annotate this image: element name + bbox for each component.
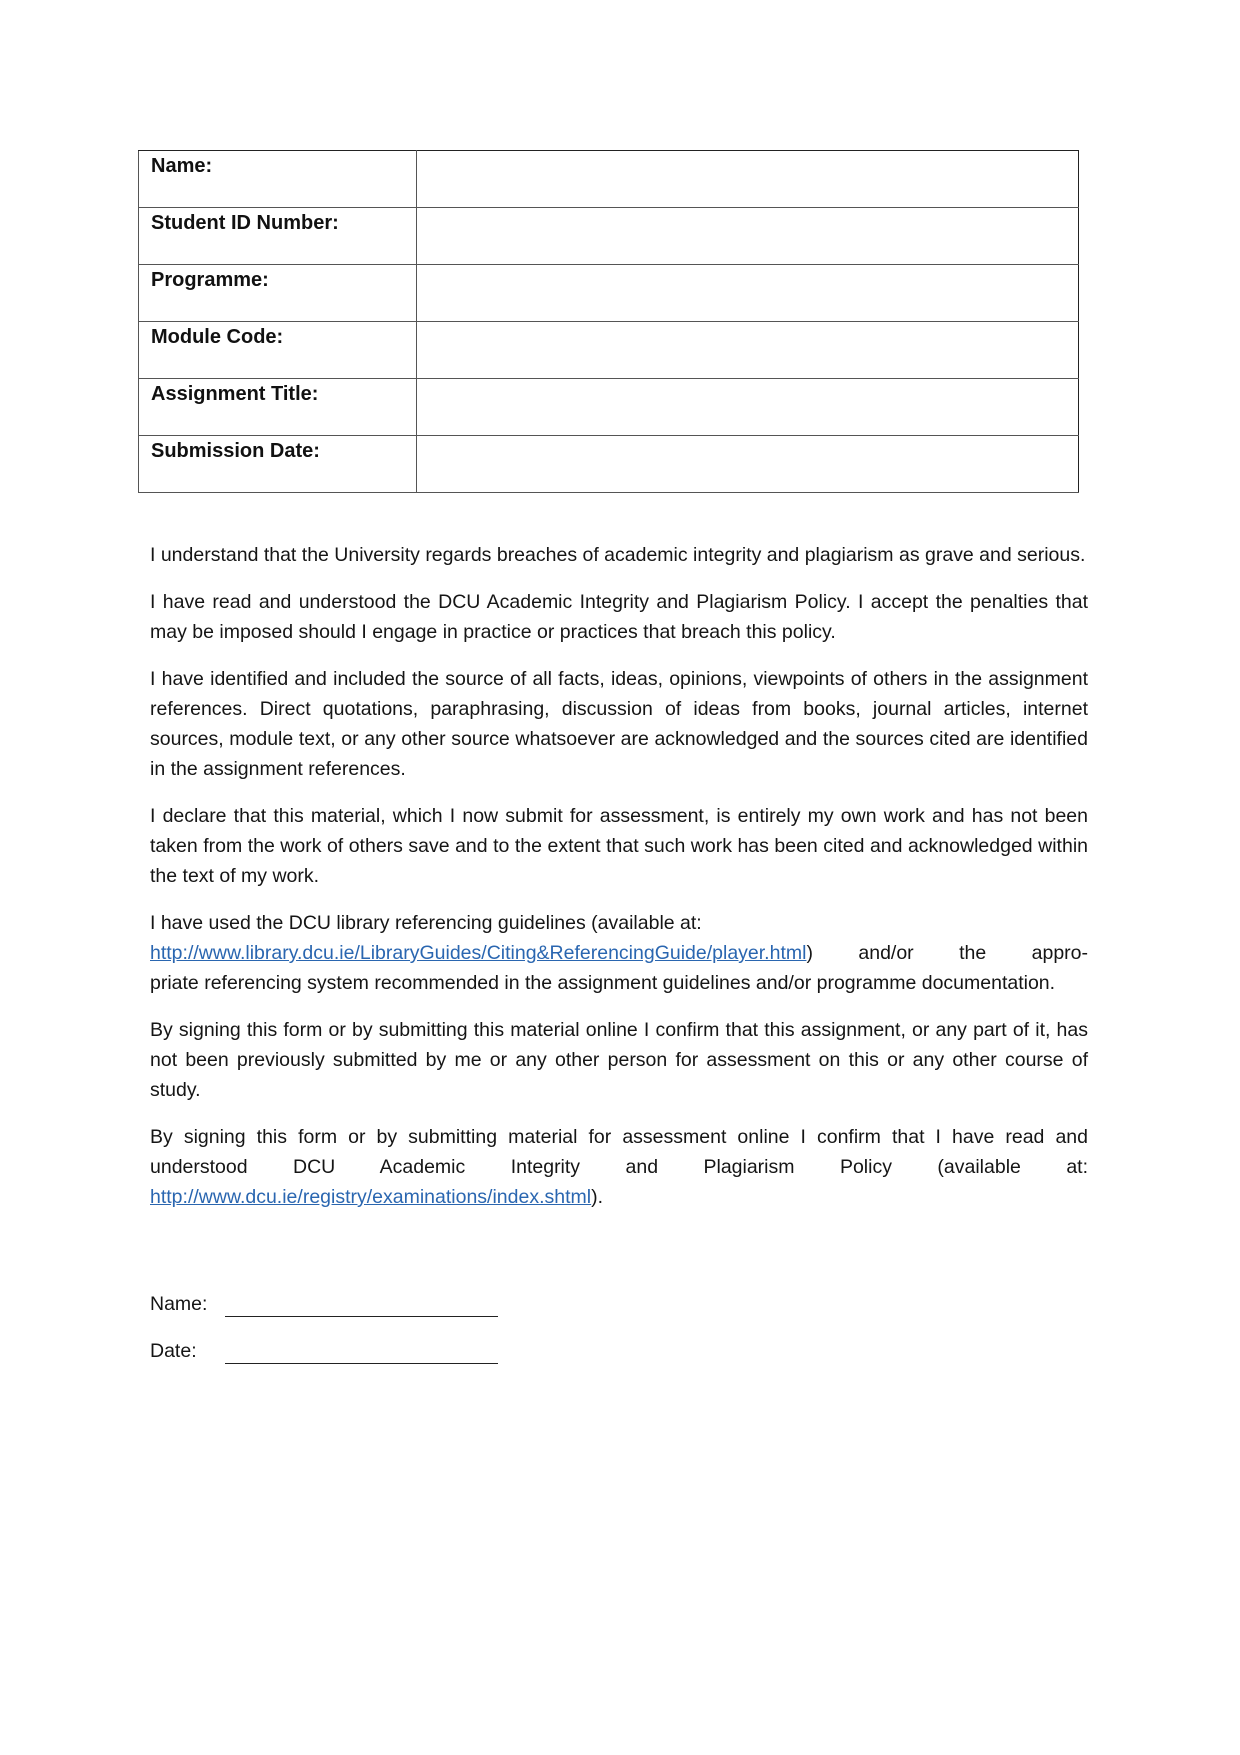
submission-date-cell xyxy=(417,436,1079,493)
module-code-cell xyxy=(417,322,1079,379)
registry-policy-link[interactable]: http://www.dcu.ie/registry/examinations/index.shtml xyxy=(150,1186,592,1208)
signature-date-line[interactable] xyxy=(225,1341,498,1364)
submission-paragraph: By signing this form or by submitting this material online I confirm that this assignment, or any part of it, has not been previously submitted by me or any other person for assessment on this or any other course of study. xyxy=(150,1019,1088,1101)
declaration-paragraph-2: I have read and understood the DCU Academic Integrity and Plagiarism Policy. I accept the penalties that may be imposed should I engage in practice or practices that breach this policy. xyxy=(150,591,1088,643)
library-paragraph-rest: priate referencing system recommended in the assignment guidelines and/or programme documentation. xyxy=(150,972,1056,994)
programme-field[interactable] xyxy=(417,265,1078,319)
policy-paragraph xyxy=(150,1122,1088,1212)
name-label: Name: xyxy=(139,151,417,208)
assignment-title-label: Assignment Title: xyxy=(139,379,417,436)
student-id-cell xyxy=(417,208,1079,265)
submission-date-label: Submission Date: xyxy=(139,436,417,493)
signature-block xyxy=(150,1289,498,1383)
declaration-paragraph-1: I understand that the University regards breaches of academic integrity and plagiarism as grave and serious. xyxy=(150,544,1086,566)
student-id-field[interactable] xyxy=(417,208,1078,262)
submission-date-field[interactable] xyxy=(417,436,1078,490)
library-paragraph-after-link: ) and/or the appro- xyxy=(806,942,1088,964)
assignment-title-field[interactable] xyxy=(417,379,1078,433)
signature-date-row xyxy=(150,1336,498,1366)
signature-name-line[interactable] xyxy=(225,1294,498,1317)
signature-name-row xyxy=(150,1289,498,1319)
table-row-name xyxy=(139,151,1079,208)
table-row-programme xyxy=(139,265,1079,322)
policy-paragraph-text: By signing this form or by submitting material for assessment online I confirm that I have read and understood DCU Academic Integrity and Plagiarism Policy (available at: xyxy=(150,1126,1088,1178)
name-field[interactable] xyxy=(417,151,1078,205)
table-row-submission-date xyxy=(139,436,1079,493)
signature-date-label: Date: xyxy=(150,1340,197,1362)
library-paragraph-intro: I have used the DCU library referencing guidelines (available at: xyxy=(150,912,702,934)
table-row-assignment-title xyxy=(139,379,1079,436)
table-row-module-code xyxy=(139,322,1079,379)
programme-cell xyxy=(417,265,1079,322)
student-info-table xyxy=(138,150,1079,493)
student-id-label: Student ID Number: xyxy=(139,208,417,265)
programme-label: Programme: xyxy=(139,265,417,322)
module-code-label: Module Code: xyxy=(139,322,417,379)
declaration-text xyxy=(150,540,1088,1229)
declaration-paragraph-4: I declare that this material, which I now submit for assessment, is entirely my own work and has not been taken from the work of others save and to the extent that such work has been cited and acknowledged within the text of my work. xyxy=(150,805,1088,887)
module-code-field[interactable] xyxy=(417,322,1078,376)
signature-name-label: Name: xyxy=(150,1293,208,1315)
name-cell xyxy=(417,151,1079,208)
library-guide-link[interactable]: http://www.library.dcu.ie/LibraryGuides/Citing&ReferencingGuide/player.html xyxy=(150,942,807,964)
assignment-title-cell xyxy=(417,379,1079,436)
declaration-paragraph-3: I have identified and included the source of all facts, ideas, opinions, viewpoints of others in the assignment references. Direct quotations, paraphrasing, discussion of ideas from books, journal articles, internet sources, module text, or any other source whatsoever are acknowledged and the sources cited are identified in the assignment references. xyxy=(150,668,1088,780)
library-referencing-paragraph xyxy=(150,908,1088,998)
policy-paragraph-after-link: ). xyxy=(591,1186,604,1208)
table-row-student-id xyxy=(139,208,1079,265)
library-link-line xyxy=(150,938,1088,968)
